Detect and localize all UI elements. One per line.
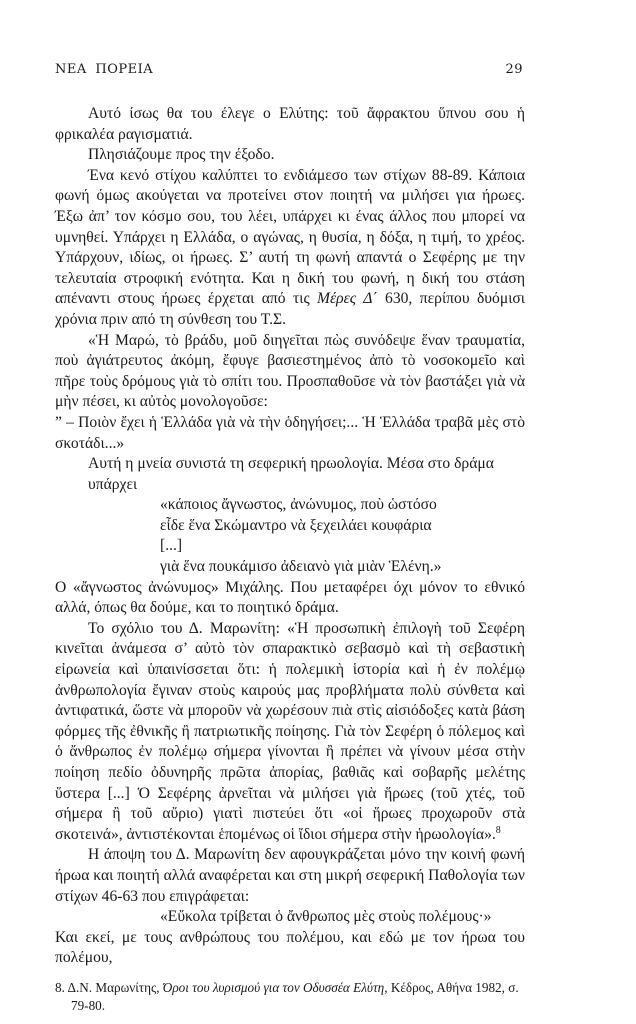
- journal-title: ΝΕΑ ΠΟΡΕΙΑ: [55, 62, 154, 77]
- footnote-author: Δ.Ν. Μαρωνίτης,: [67, 979, 160, 995]
- paragraph-greece-dark: ” – Ποιὸν ἔχει ἡ Ἑλλάδα γιὰ νὰ τὴν ὁδηγήσει;... Ἡ Ἑλλάδα τραβᾶ μὲς στὸ σκοτάδι...»: [55, 413, 525, 452]
- footnote: [55, 979, 525, 1015]
- paragraph-anonymous: Ο «ἄγνωστος ἀνώνυμος» Μιχάλης. Που μεταφέρει όχι μόνον το εθνικό αλλά, όπως θα δούμε, και το ποιητικό δράμα.: [55, 578, 525, 617]
- book-title-italic: Μέρες Δ΄: [317, 290, 378, 308]
- paragraph-elytis-quote: Αυτό ίσως θα του έλεγε ο Ελύτης: τοῦ ἄφρακτου ὕπνου σου ἡ φρικαλέα ραγισματιά.: [55, 105, 525, 143]
- verse-intro: Αυτή η μνεία συνιστά τη σεφερική ηρωολογία. Μέσα στο δράμα υπάρχει: [88, 455, 494, 493]
- footnote-number: 8.: [55, 979, 65, 995]
- running-head: [55, 62, 525, 82]
- verse-line: [...]: [160, 537, 183, 555]
- paragraph-exit: Πλησιάζουμε προς την έξοδο.: [88, 146, 275, 164]
- paragraph-continuation: Και εκεί, με τους ανθρώπους του πολέμου, και εδώ με τον ήρωα του πολέμου,: [55, 928, 525, 967]
- paragraph-empty-verse: [55, 166, 525, 331]
- footnote-reference[interactable]: 8: [495, 824, 501, 836]
- footnote-body: [55, 979, 525, 1015]
- footnote-title: Όροι του λυρισμού για τον Οδυσσέα Ελύτη: [162, 979, 385, 995]
- paragraph-text: Το σχόλιο του Δ. Μαρωνίτη: «Ἡ προσωπικὴ ἐπιλογὴ τοῦ Σεφέρη κινεῖται ἀνάμεσα σ’ αὐτὸ τὸν σπαρακτικὸ σεβασμὸ καὶ τὴ σεβαστικὴ εἰρωνεία καὶ ὑπαινίσσεται ὅτι: ἡ πολεμικὴ ἱστορία καὶ ἡ ἐν πολέμῳ ἀνθρωπολογία ἔγιναν στοὺς καιρούς μας προβλήματα πολὺ σύνθετα καὶ ἀντιφατικά, ὥστε νὰ μποροῦν νὰ χωρέσουν πιὰ στὶς αἰσιόδοξες κατὰ βάση φόρμες τῆς ἐθνικῆς ἢ πατριωτικῆς ποίησης. Γιὰ τὸν Σεφέρη ὁ πόλεμος καὶ ὁ ἄνθρωπος ἐν πολέμῳ σήμερα γίνονται ἢ πρέπει νὰ γίνουν μέσα στὴν ποίηση πεδίο ὀδυνηρῆς πρῶτα ἀπορίας, βαθιᾶς καὶ σοβαρῆς μελέτης ὕστερα [...] Ὁ Σεφέρης ἀρνεῖται νὰ μιλήσει γιὰ ἥρωες (τοῦ χτές, τοῦ σήμερα ἢ τοῦ αὔριο) γιατὶ πιστεύει ὅτι «οἱ ἥρωες προχωροῦν στὰ σκοτεινά», ἀντιστέκονται ἑπομένως οἱ ἴδιοι σήμερα στὴν ἡρωολογία».: [55, 619, 525, 843]
- verse-line: εἶδε ἕνα Σκώμαντρο νὰ ξεχειλάει κουφάρια: [160, 516, 432, 534]
- paragraph-text-end: 630, περίπου δυόμισι χρόνια πριν από τη σύνθεση του Τ.Σ.: [55, 290, 525, 328]
- footnote-publication: , Κέδρος, Αθήνα 1982, σ. 79-80.: [71, 979, 519, 1013]
- epigraph: «Εὔκολα τρίβεται ὁ ἄνθρωπος μὲς στοὺς πολέμους·»: [160, 908, 492, 926]
- verse-block: [55, 454, 525, 578]
- verse-line: «κάποιος ἄγνωστος, ἀνώνυμος, ποὺ ὡστόσο: [160, 496, 437, 514]
- paragraph-maronitis-comment: [55, 619, 525, 846]
- paragraph-pathology: Η άποψη του Δ. Μαρωνίτη δεν αφουγκράζεται μόνο την κοινή φωνή ήρωα και ποιητή αλλά αναφέρεται και στη μικρή σεφερική Παθολογία των στίχων 46-63 που επιγράφεται:: [55, 846, 525, 905]
- paragraph-text: Ένα κενό στίχου καλύπτει το ενδιάμεσο των στίχων 88-89. Κάποια φωνή όμως ακούγεται να προτείνει στον ποιητή να μιλήσει για ήρωες. Έξω ἀπ’ τον κόσμο σου, του λέει, υπάρχει κι ένας άλλος που μπορεί να υμνηθεί. Υπάρχει η Ελλάδα, ο αγώνας, η θυσία, η δόξα, η τιμή, το χρέος. Υπάρχουν, ιδίως, οι ήρωες. Σ’ αυτή τη φωνή απαντά ο Σεφέρης με την τελευταία στροφική ενότητα. Και η δική του φωνή, η δική του στάση απέναντι στους ήρωες έρχεται από τις: [55, 166, 525, 308]
- body-text: [55, 104, 525, 969]
- verse-line: γιὰ ἕνα πουκάμισο ἀδειανὸ γιὰ μιὰν Ἑλένη.»: [160, 558, 442, 576]
- page-number: 29: [505, 62, 523, 77]
- document-page: [55, 62, 525, 1015]
- paragraph-maro-quote: «Ἡ Μαρώ, τὸ βράδυ, μοῦ διηγεῖται πὼς συνόδεψε ἕναν τραυματία, ποὺ ἀγιάτρευτος ἀκόμη, ἔφυγε βασιεστημένος ἀπὸ τὸ νοσοκομεῖο καὶ πῆρε τοὺς δρόμους γιὰ τὸ σπίτι του. Προσπαθοῦσε νὰ τὸν βαστάξει γιὰ νὰ μὴν πέσει, κι αὐτὸς μονολογοῦσε:: [55, 331, 525, 411]
